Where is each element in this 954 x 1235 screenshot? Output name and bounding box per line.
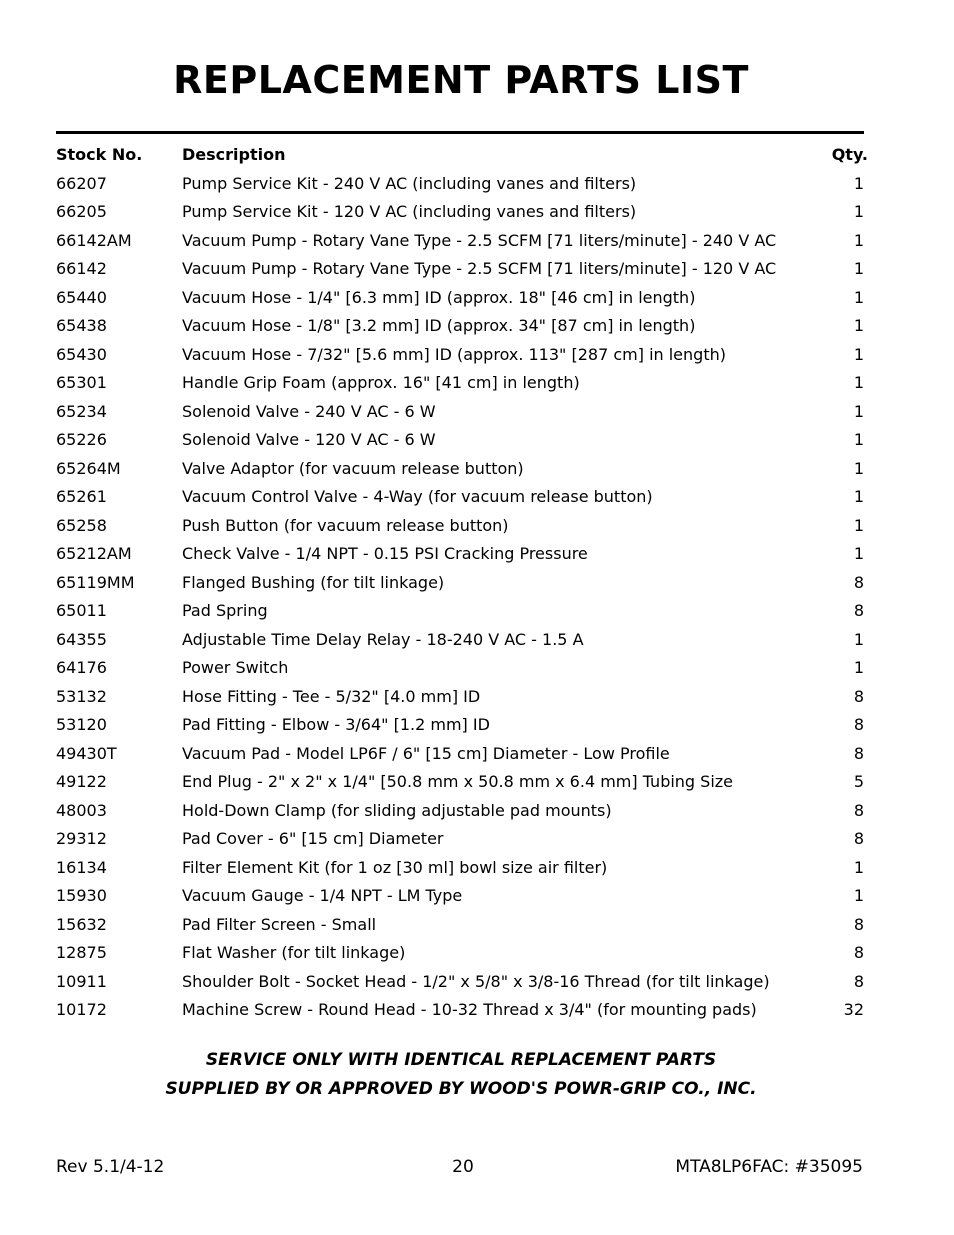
cell-qty: 1: [853, 458, 864, 478]
cell-stock-no: 10172: [56, 1000, 107, 1019]
cell-description: Shoulder Bolt - Socket Head - 1/2" x 5/8" x 3/8-16 Thread (for tilt linkage): [182, 971, 770, 991]
cell-description: Hold-Down Clamp (for sliding adjustable pad mounts): [182, 800, 612, 820]
cell-qty: 8: [853, 829, 864, 848]
table-row: [56, 854, 868, 883]
cell-description: Machine Screw - Round Head - 10-32 Thread x 3/4" (for mounting pads): [182, 1000, 757, 1019]
cell-qty: 1: [853, 544, 864, 563]
cell-stock-no: 65234: [56, 401, 107, 421]
cell-stock-no: 65301: [56, 373, 107, 392]
table-row: [56, 911, 868, 940]
cell-description: Flanged Bushing (for tilt linkage): [182, 572, 445, 592]
footer-page-number: 20: [452, 1157, 474, 1177]
cell-description: Vacuum Hose - 1/4" [6.3 mm] ID (approx. 18" [46 cm] in length): [182, 287, 696, 307]
table-row: [56, 170, 868, 199]
table-row: [56, 398, 868, 427]
table-row: [56, 455, 868, 484]
cell-qty: 5: [853, 772, 864, 791]
table-row: [56, 312, 868, 341]
table-row: [56, 711, 868, 740]
cell-description: Vacuum Hose - 7/32" [5.6 mm] ID (approx. 113" [287 cm] in length): [182, 344, 726, 364]
table-row: [56, 939, 868, 968]
cell-stock-no: 65119MM: [56, 572, 135, 592]
cell-qty: 1: [853, 344, 864, 364]
cell-description: Solenoid Valve - 120 V AC - 6 W: [182, 430, 436, 449]
cell-qty: 1: [853, 173, 864, 193]
table-row: [56, 540, 868, 569]
cell-qty: 1: [853, 401, 864, 421]
cell-description: Vacuum Hose - 1/8" [3.2 mm] ID (approx. 34" [87 cm] in length): [182, 316, 696, 335]
table-row: [56, 825, 868, 854]
footer-document-id: MTA8LP6FAC: #35095: [675, 1157, 863, 1177]
parts-table: [56, 141, 868, 1025]
cell-qty: 8: [853, 601, 864, 620]
cell-stock-no: 48003: [56, 800, 107, 820]
table-row: [56, 426, 868, 455]
cell-description: Vacuum Pad - Model LP6F / 6" [15 cm] Diameter - Low Profile: [182, 743, 670, 763]
cell-stock-no: 65438: [56, 316, 107, 335]
table-row: [56, 227, 868, 256]
cell-description: Vacuum Pump - Rotary Vane Type - 2.5 SCFM [71 liters/minute] - 120 V AC: [182, 259, 777, 278]
page-title: REPLACEMENT PARTS LIST: [173, 58, 749, 102]
cell-stock-no: 49430T: [56, 743, 117, 763]
cell-description: Filter Element Kit (for 1 oz [30 ml] bowl size air filter): [182, 857, 608, 877]
cell-stock-no: 65226: [56, 430, 107, 449]
cell-description: Solenoid Valve - 240 V AC - 6 W: [182, 401, 436, 421]
cell-stock-no: 66142: [56, 259, 107, 278]
cell-stock-no: 65258: [56, 515, 107, 535]
cell-stock-no: 65430: [56, 344, 107, 364]
cell-description: End Plug - 2" x 2" x 1/4" [50.8 mm x 50.8 mm x 6.4 mm] Tubing Size: [182, 772, 734, 791]
table-row: [56, 483, 868, 512]
cell-stock-no: 66205: [56, 202, 107, 221]
table-row: [56, 797, 868, 826]
cell-stock-no: 65440: [56, 287, 107, 307]
cell-qty: 1: [853, 230, 864, 250]
cell-description: Pad Spring: [182, 601, 268, 620]
table-row: [56, 569, 868, 598]
cell-stock-no: 53120: [56, 715, 107, 734]
table-row: [56, 654, 868, 683]
cell-description: Vacuum Control Valve - 4-Way (for vacuum release button): [182, 487, 653, 506]
cell-qty: 1: [853, 857, 864, 877]
cell-qty: 1: [853, 373, 864, 392]
cell-qty: 32: [843, 1000, 864, 1019]
table-row: [56, 341, 868, 370]
cell-description: Hose Fitting - Tee - 5/32" [4.0 mm] ID: [182, 686, 481, 706]
cell-qty: 1: [853, 515, 864, 535]
cell-qty: 8: [853, 914, 864, 934]
cell-qty: 1: [853, 430, 864, 449]
table-row: [56, 284, 868, 313]
cell-stock-no: 53132: [56, 686, 107, 706]
cell-stock-no: 66142AM: [56, 230, 132, 250]
cell-qty: 1: [853, 202, 864, 221]
cell-description: Pad Cover - 6" [15 cm] Diameter: [182, 829, 444, 848]
table-row: [56, 512, 868, 541]
cell-qty: 1: [853, 658, 864, 677]
cell-qty: 8: [853, 572, 864, 592]
cell-description: Power Switch: [182, 658, 289, 677]
cell-qty: 1: [853, 259, 864, 278]
cell-description: Pump Service Kit - 120 V AC (including vanes and filters): [182, 202, 637, 221]
column-header-qty: Qty.: [831, 145, 868, 164]
cell-qty: 8: [853, 715, 864, 734]
cell-qty: 1: [853, 487, 864, 506]
table-row: [56, 740, 868, 769]
cell-stock-no: 15930: [56, 886, 107, 905]
table-row: [56, 198, 868, 227]
cell-description: Pad Fitting - Elbow - 3/64" [1.2 mm] ID: [182, 715, 490, 734]
table-row: [56, 626, 868, 655]
cell-description: Handle Grip Foam (approx. 16" [41 cm] in length): [182, 373, 580, 392]
service-notice-line-2: SUPPLIED BY OR APPROVED BY WOOD'S POWR-GRIP CO., INC.: [165, 1079, 757, 1099]
cell-description: Flat Washer (for tilt linkage): [182, 943, 406, 962]
footer-revision: Rev 5.1/4-12: [56, 1157, 165, 1177]
table-body: [56, 170, 868, 1025]
table-row: [56, 996, 868, 1025]
cell-qty: 8: [853, 800, 864, 820]
cell-stock-no: 64355: [56, 629, 107, 649]
table-row: [56, 968, 868, 997]
cell-description: Vacuum Gauge - 1/4 NPT - LM Type: [182, 886, 463, 905]
cell-description: Pump Service Kit - 240 V AC (including vanes and filters): [182, 173, 637, 193]
table-row: [56, 369, 868, 398]
cell-description: Vacuum Pump - Rotary Vane Type - 2.5 SCFM [71 liters/minute] - 240 V AC: [182, 230, 777, 250]
cell-stock-no: 29312: [56, 829, 107, 848]
cell-stock-no: 49122: [56, 772, 107, 791]
cell-stock-no: 64176: [56, 658, 107, 677]
cell-stock-no: 10911: [56, 971, 107, 991]
cell-stock-no: 15632: [56, 914, 107, 934]
cell-qty: 8: [853, 943, 864, 962]
cell-stock-no: 65212AM: [56, 544, 132, 563]
column-header-stock-no: Stock No.: [56, 145, 143, 164]
cell-description: Valve Adaptor (for vacuum release button): [182, 458, 524, 478]
cell-stock-no: 12875: [56, 943, 107, 962]
service-notice-line-1: SERVICE ONLY WITH IDENTICAL REPLACEMENT PARTS: [205, 1050, 717, 1070]
cell-description: Adjustable Time Delay Relay - 18-240 V AC - 1.5 A: [182, 629, 584, 649]
column-header-description: Description: [182, 145, 286, 164]
cell-qty: 1: [853, 629, 864, 649]
cell-qty: 1: [853, 316, 864, 335]
cell-stock-no: 65261: [56, 487, 107, 506]
cell-stock-no: 16134: [56, 857, 107, 877]
table-row: [56, 882, 868, 911]
cell-qty: 1: [853, 287, 864, 307]
cell-qty: 8: [853, 686, 864, 706]
table-header-row: [56, 141, 868, 170]
table-row: [56, 597, 868, 626]
cell-stock-no: 65011: [56, 601, 107, 620]
cell-description: Check Valve - 1/4 NPT - 0.15 PSI Cracking Pressure: [182, 544, 588, 563]
cell-stock-no: 65264M: [56, 458, 121, 478]
cell-stock-no: 66207: [56, 173, 107, 193]
cell-description: Push Button (for vacuum release button): [182, 515, 509, 535]
title-divider: [56, 131, 864, 134]
cell-qty: 1: [853, 886, 864, 905]
table-row: [56, 683, 868, 712]
table-row: [56, 768, 868, 797]
cell-qty: 8: [853, 971, 864, 991]
cell-description: Pad Filter Screen - Small: [182, 914, 377, 934]
cell-qty: 8: [853, 743, 864, 763]
table-row: [56, 255, 868, 284]
